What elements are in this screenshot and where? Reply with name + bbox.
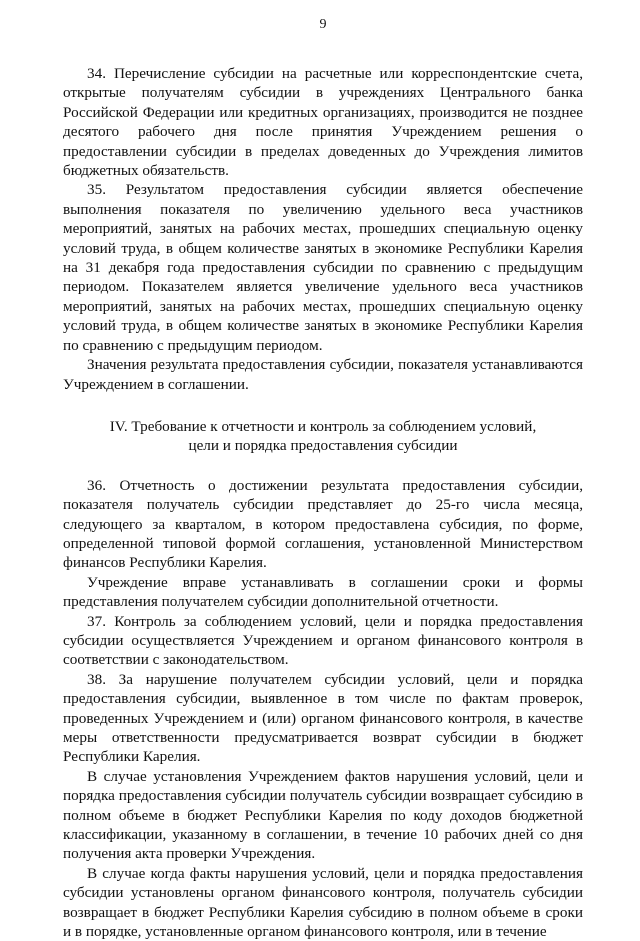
paragraph-36: 36. Отчетность о достижении результата предоставления субсидии, показателя получатель субсидии представляет до 25-го числа месяца, следующего за кварталом, в котором предоставлена субсидия, по форме, определенной типовой формой соглашения, установленной Министерством финансов Республики Карелия. [63,476,583,572]
paragraph-result-values: Значения результата предоставления субсидии, показателя устанавливаются Учреждением в соглашении. [63,356,583,393]
paragraph-38: 38. За нарушение получателем субсидии условий, цели и порядка предоставления субсидии, выявленное в том числе по фактам проверок, проведенных Учреждением и (или) органом финансового контроля, в качестве меры ответственности предусматривается возврат субсидии в бюджет Республики Карелия. [63,670,583,766]
section-heading-line-2: цели и порядка предоставления субсидии [188,437,458,455]
paragraph-34: 34. Перечисление субсидии на расчетные или корреспондентские счета, открытые получателям субсидии в учреждениях Центрального банка Российской Федерации или кредитных организациях, производится не позднее десятого рабочего дня после принятия Учреждением решения о предоставлении субсидии в пределах доведенных до Учреждения лимитов бюджетных обязательств. [63,65,583,180]
section-heading [63,417,583,456]
document-body [63,64,583,941]
paragraph-37: 37. Контроль за соблюдением условий, цели и порядка предоставления субсидии осуществляется Учреждением и органом финансового контроля в соответствии с законодательством. [63,612,583,669]
paragraph-35: 35. Результатом предоставления субсидии является обеспечение выполнения показателя по увеличению удельного веса участников мероприятий, занятых на рабочих местах, прошедших специальную оценку условий труда, в общем количестве занятых в экономике Республики Карелия на 31 декабря года предоставления субсидии по сравнению с предыдущим периодом. Показателем является увеличение удельного веса участников мероприятий, занятых на рабочих местах, прошедших специальную оценку условий труда, в общем количестве занятых в экономике Республики Карелия по сравнению с предыдущим периодом. [63,181,583,354]
paragraph-institution-violation: В случае установления Учреждением фактов нарушения условий, цели и порядка предоставления субсидии получатель субсидии возвращает субсидию в полном объеме в бюджет Республики Карелия по коду доходов бюджетной классификации, указанному в соглашении, в течение 10 рабочих дней со дня получения акта проверки Учреждения. [63,767,583,863]
page-number: 9 [319,17,327,32]
section-heading-line-1: IV. Требование к отчетности и контроль за соблюдением условий, [109,417,537,435]
paragraph-control-violation: В случае когда факты нарушения условий, цели и порядка предоставления субсидии установлены органом финансового контроля, получатель субсидии возвращает в бюджет Республики Карелия субсидию в полном объеме в сроки и в порядке, установленные органом финансового контроля, или в течение [63,864,583,941]
paragraph-additional-reporting: Учреждение вправе устанавливать в соглашении сроки и формы представления получателем субсидии дополнительной отчетности. [63,573,583,611]
